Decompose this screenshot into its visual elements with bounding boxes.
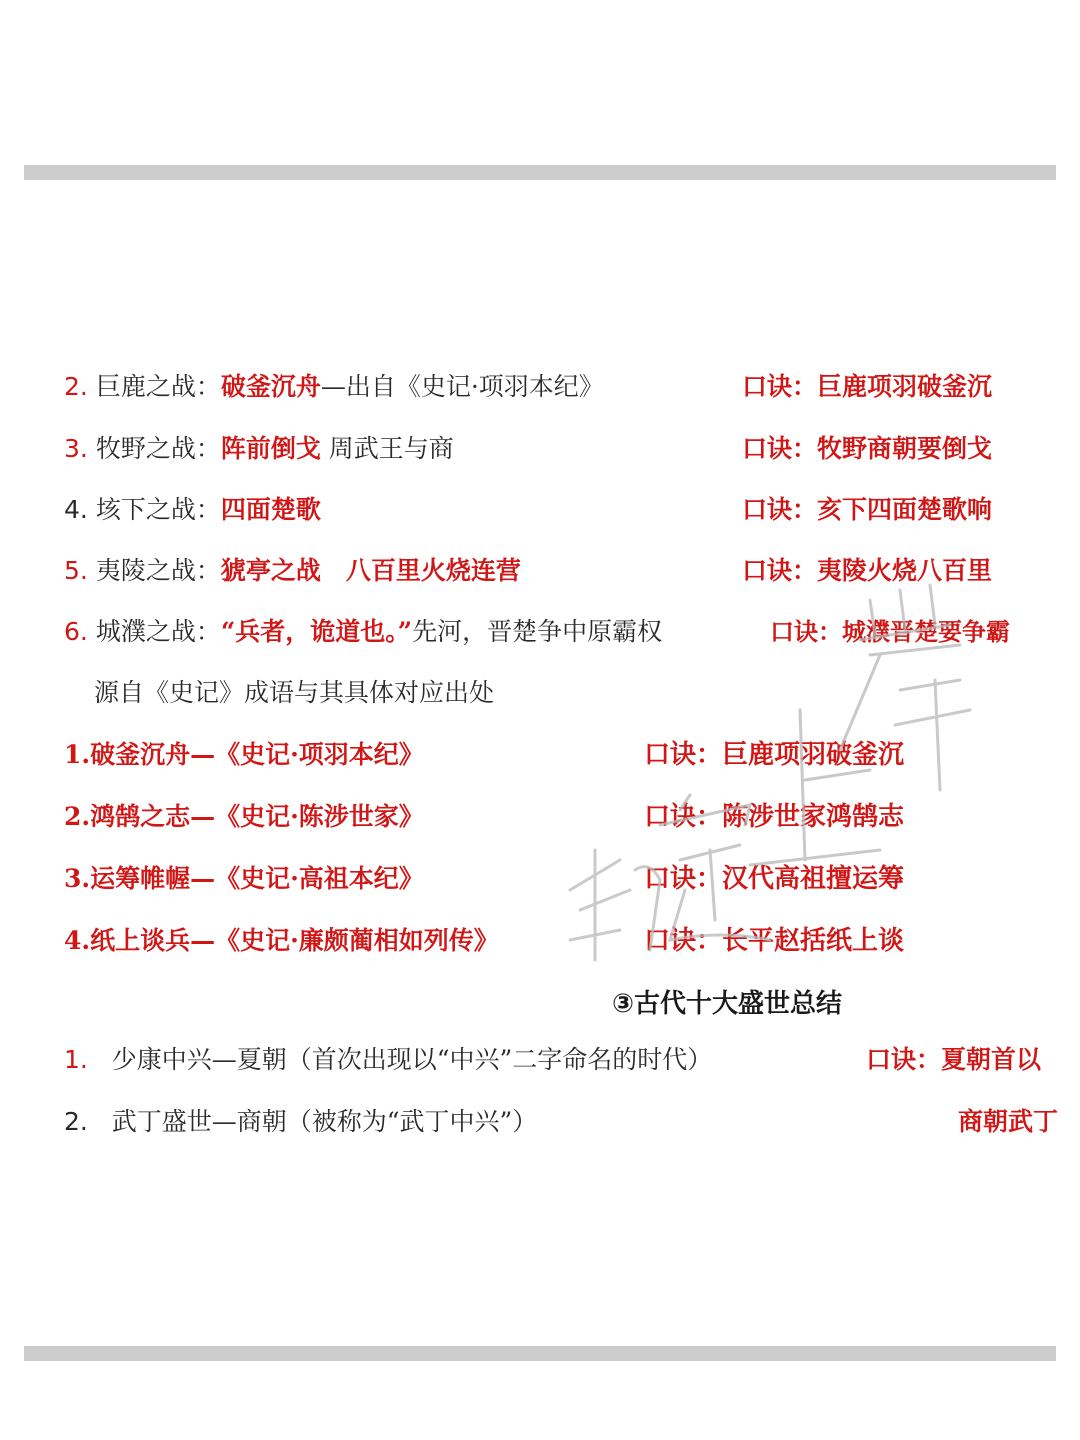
battle-mnemonic-2: 口诀：牧野商朝要倒戈: [742, 434, 993, 463]
idiom-mnemonic-1: 口诀：巨鹿项羽破釜沉: [644, 740, 905, 770]
idiom-text: 4.纸上谈兵—《史记·廉颇蔺相如列传》: [64, 926, 499, 955]
golden-age-line-2: [64, 1105, 537, 1139]
battle-line-1: [64, 370, 604, 404]
battle-line-2: [64, 432, 454, 466]
battle-extra: 先河，晋楚争中原霸权: [412, 617, 663, 646]
battle-idiom: 破釜沉舟: [220, 372, 321, 401]
idiom-text: 1.破釜沉舟—《史记·项羽本纪》: [64, 740, 424, 769]
idiom-text: 2.鸿鹄之志—《史记·陈涉世家》: [64, 802, 424, 831]
battle-idiom: “兵者，诡道也。”: [220, 617, 413, 646]
idiom-line-4: [64, 924, 499, 958]
battle-extra: 周武王与商: [320, 434, 454, 463]
battle-number: 3.: [64, 434, 88, 463]
idiom-line-1: [64, 738, 424, 772]
battle-line-3: [64, 493, 321, 527]
golden-age-text: 武丁盛世—商朝（被称为“武丁中兴”）: [111, 1107, 538, 1136]
idiom-mnemonic-2: 口诀：陈涉世家鸿鹄志: [644, 802, 905, 832]
top-divider-bar: [24, 165, 1056, 180]
battle-idiom: 四面楚歌: [220, 495, 321, 524]
battle-mnemonic-1: 口诀：巨鹿项羽破釜沉: [742, 372, 993, 401]
bottom-divider-bar: [24, 1346, 1056, 1361]
battle-mnemonic-5: 口诀：城濮晋楚要争霸: [770, 617, 1010, 646]
battle-idiom: 阵前倒戈: [220, 434, 321, 463]
battle-mnemonic-4: 口诀：夷陵火烧八百里: [742, 556, 993, 585]
battle-mnemonic-3: 口诀：亥下四面楚歌响: [742, 495, 993, 524]
golden-age-number: 2.: [64, 1107, 88, 1136]
idiom-line-3: [64, 862, 424, 896]
golden-age-line-1: [64, 1043, 712, 1077]
golden-ages-heading: ③古代十大盛世总结: [612, 989, 843, 1019]
golden-age-number: 1.: [64, 1045, 88, 1074]
battle-number: 6.: [64, 617, 88, 646]
battle-line-5: [64, 615, 662, 649]
idiom-mnemonic-4: 口诀：长平赵括纸上谈: [644, 926, 905, 956]
idiom-text: 3.运筹帷幄—《史记·高祖本纪》: [64, 864, 424, 893]
idiom-mnemonic-3: 口诀：汉代高祖擅运筹: [644, 864, 905, 894]
battle-label: 巨鹿之战：: [95, 372, 221, 401]
battle-number: 5.: [64, 556, 88, 585]
golden-age-mnemonic-1: 口诀：夏朝首以: [866, 1045, 1042, 1074]
section-intro: 源自《史记》成语与其具体对应出处: [94, 678, 495, 707]
battle-label: 城濮之战：: [95, 617, 221, 646]
golden-age-text: 少康中兴—夏朝（首次出现以“中兴”二字命名的时代）: [111, 1045, 713, 1074]
battle-label: 垓下之战：: [95, 495, 221, 524]
battle-number: 2.: [64, 372, 88, 401]
idiom-line-2: [64, 800, 424, 834]
battle-idiom: 猇亭之战 八百里火烧连营: [220, 556, 521, 585]
battle-line-4: [64, 554, 521, 588]
battle-number: 4.: [64, 495, 88, 524]
battle-label: 夷陵之战：: [95, 556, 221, 585]
battle-extra: —出自《史记·项羽本纪》: [320, 372, 604, 401]
golden-age-mnemonic-2: 商朝武丁: [958, 1107, 1059, 1136]
battle-label: 牧野之战：: [95, 434, 221, 463]
